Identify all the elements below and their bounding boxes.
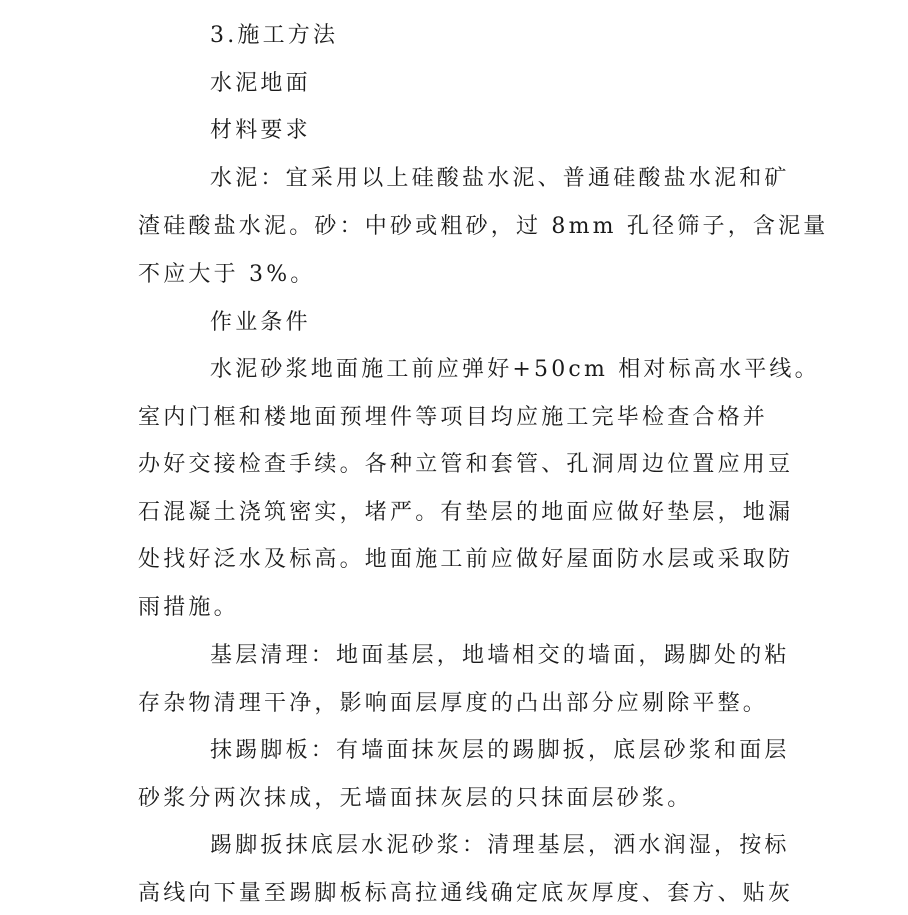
- paragraph-line: 水泥砂浆地面施工前应弹好+50cm 相对标高水平线。: [210, 357, 820, 382]
- paragraph-line: 处找好泛水及标高。地面施工前应做好屋面防水层或采取防: [138, 547, 794, 572]
- subsection-heading: 材料要求: [210, 118, 311, 143]
- subsection-heading: 水泥地面: [210, 71, 311, 96]
- paragraph-line: 存杂物清理干净，影响面层厚度的凸出部分应剔除平整。: [138, 691, 769, 716]
- paragraph-line: 室内门框和楼地面预埋件等项目均应施工完毕检查合格并: [138, 405, 769, 430]
- paragraph-line: 踢脚扳抹底层水泥砂浆：清理基层，洒水润湿，按标: [210, 833, 790, 858]
- paragraph-line: 水泥：宜采用以上硅酸盐水泥、普通硅酸盐水泥和矿: [210, 166, 790, 191]
- paragraph-line: 渣硅酸盐水泥。砂：中砂或粗砂，过 8mm 孔径筛子，含泥量: [138, 214, 829, 239]
- subsection-heading: 作业条件: [210, 310, 311, 335]
- paragraph-line: 抹踢脚板：有墙面抹灰层的踢脚扳，底层砂浆和面层: [210, 738, 790, 763]
- paragraph-line: 基层清理：地面基层，地墙相交的墙面，踢脚处的粘: [210, 643, 790, 668]
- paragraph-line: 雨措施。: [138, 595, 239, 620]
- paragraph-line: 办好交接检查手续。各种立管和套管、孔洞周边位置应用豆: [138, 452, 794, 477]
- paragraph-line: 不应大于 3%。: [138, 262, 316, 287]
- section-heading: 3.施工方法: [210, 23, 339, 48]
- paragraph-line: 砂浆分两次抹成，无墙面抹灰层的只抹面层砂浆。: [138, 786, 693, 811]
- paragraph-line: 高线向下量至踢脚板标高拉通线确定底灰厚度、套方、贴灰: [138, 881, 794, 906]
- paragraph-line: 石混凝土浇筑密实，堵严。有垫层的地面应做好垫层，地漏: [138, 500, 794, 525]
